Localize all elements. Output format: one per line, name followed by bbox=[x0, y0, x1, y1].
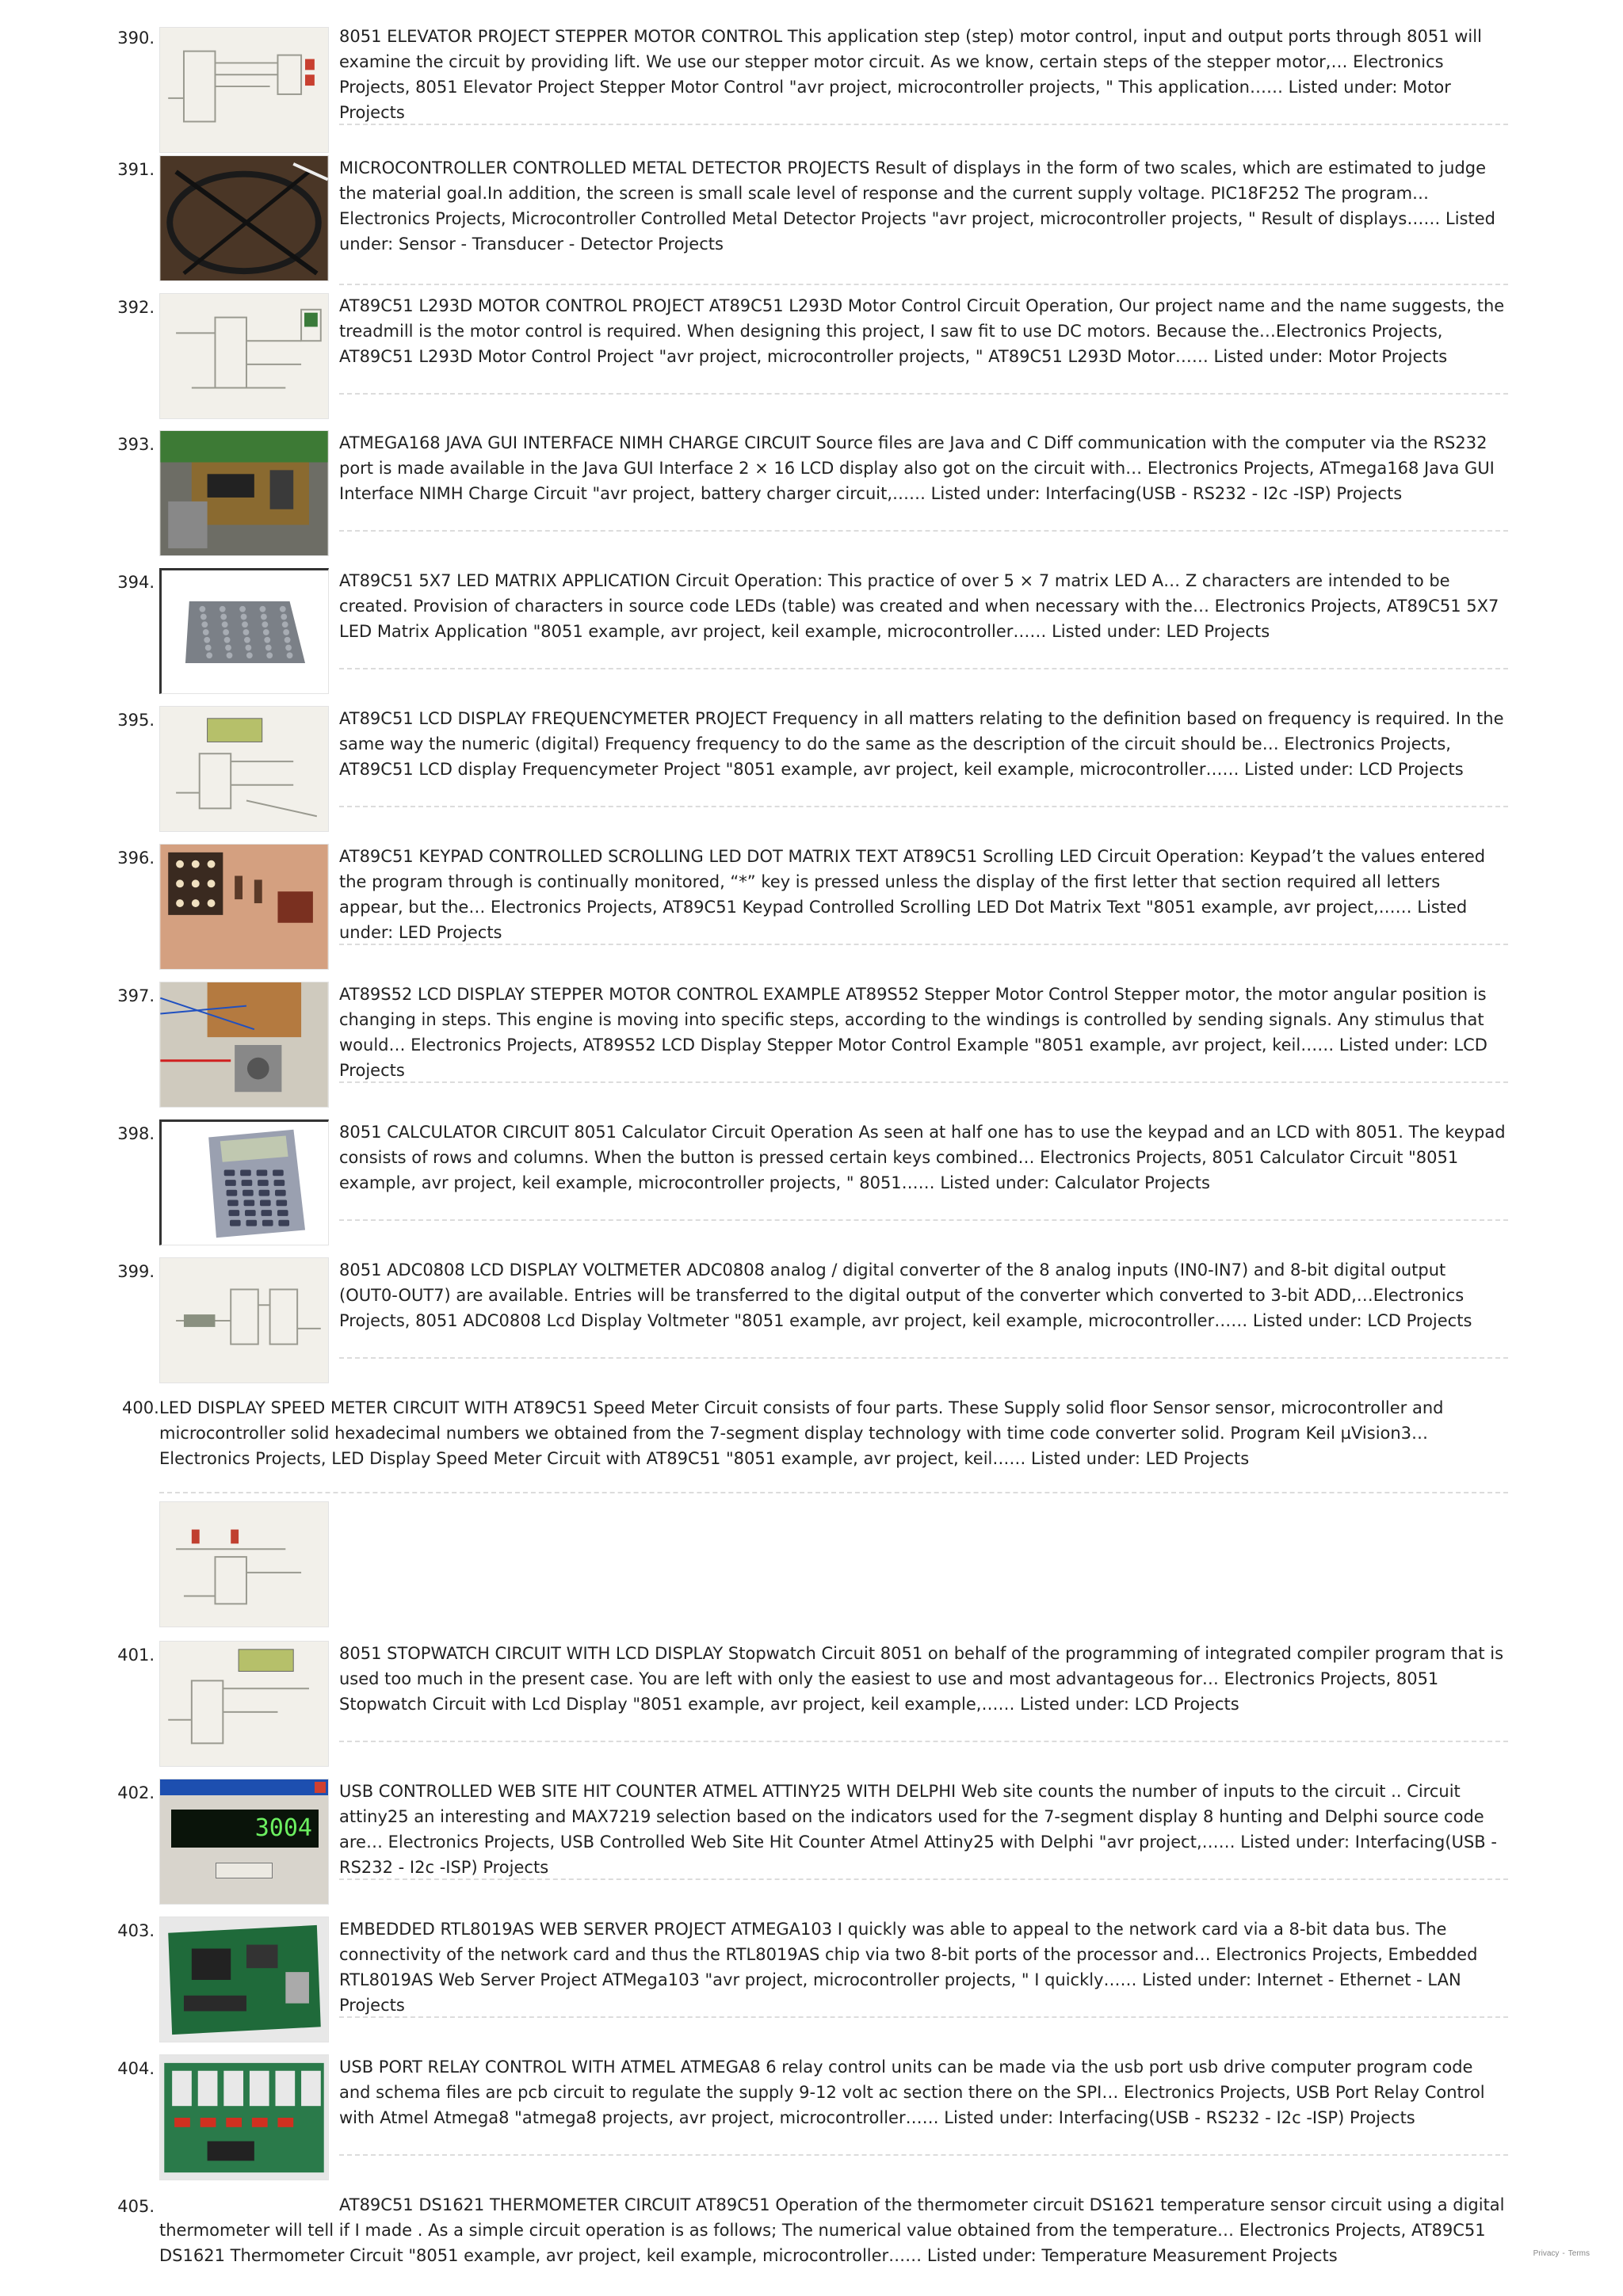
calculator-key bbox=[227, 1199, 239, 1206]
led-dot bbox=[266, 652, 273, 658]
led-dot bbox=[199, 606, 205, 612]
divider bbox=[339, 1878, 1508, 1880]
item-description[interactable]: 8051 ADC0808 LCD DISPLAY VOLTMETER ADC0808 analog / digital converter of the 8 analog inputs (IN0-IN7) and 8-bit digital output (OUT0-OUT7) are available. Entries will be transferred to the digital output of the converter which converted to 3-bit ADD,…Electronics Projects, 8051 ADC0808 Lcd Display Voltmeter "8051 example, avr project, keil example, microcontroller…… Listed under: LCD Projects bbox=[339, 1261, 1472, 1330]
divider bbox=[339, 1357, 1508, 1359]
item-description[interactable]: 8051 CALCULATOR CIRCUIT 8051 Calculator Circuit Operation As seen at half one has to use the keypad and an LCD with 8051. The keypad consists of rows and columns. When the button is pressed certain keys combined… Electronics Projects, 8051 Calculator Circuit "8051 example, avr project, keil example, microcontroller projects, " 8051…… Listed under: Calculator Projects bbox=[339, 1123, 1506, 1192]
led-dot bbox=[260, 606, 266, 612]
divider bbox=[339, 806, 1508, 807]
item-description[interactable]: EMBEDDED RTL8019AS WEB SERVER PROJECT ATMEGA103 I quickly was able to appeal to the network card via a 8-bit data bus. The connectivity of the network card and thus the RTL8019AS chip via two 8-bit ports of the processor and… Electronics Projects, Embedded RTL8019AS Web Server Project ATMega103 "avr project, microcontroller projects, " I quickly…… Listed under: Internet - Ethernet - LAN Projects bbox=[339, 1920, 1478, 2015]
led-dot bbox=[245, 645, 251, 651]
item-number: 392. bbox=[117, 298, 155, 317]
calculator-key bbox=[257, 1169, 268, 1176]
divider bbox=[339, 124, 1508, 125]
item-description[interactable]: MICROCONTROLLER CONTROLLED METAL DETECTOR PROJECTS Result of displays in the form of two scales, which are estimated to judge the material goal.In addition, the screen is small scale level of response and the current supply voltage. PIC18F252 The program… Electronics Projects, Microcontroller Controlled Metal Detector Projects "avr project, microcontroller projects, " Result of displays…… Listed under: Sensor - Transducer - Detector Projects bbox=[339, 158, 1495, 254]
item-description[interactable]: AT89C51 5X7 LED MATRIX APPLICATION Circuit Operation: This practice of over 5 × 7 matrix LED A… Z characters are intended to be created. Provision of characters in source code LEDs (table) was created and when necessary with the… Electronics Projects, AT89C51 5X7 LED Matrix Application "8051 example, avr project, keil example, microcontroller…… Listed under: LED Projects bbox=[339, 571, 1499, 641]
calculator-key bbox=[246, 1220, 257, 1226]
led-matrix-photo[interactable] bbox=[159, 568, 329, 694]
close-icon[interactable] bbox=[315, 1782, 326, 1793]
led-dot bbox=[220, 614, 227, 620]
led-dot bbox=[262, 621, 268, 627]
calculator-key bbox=[278, 1220, 289, 1226]
calculator-key bbox=[274, 1180, 285, 1186]
item-description[interactable]: AT89C51 LCD DISPLAY FREQUENCYMETER PROJECT Frequency in all matters relating to the definition based on frequency is required. In the same way the numeric (digital) Frequency frequency to do the same as the description of the circuit should be… Electronics Projects, AT89C51 LCD display Frequencymeter Project "8051 example, avr project, keil example, microcontroller…… Listed under: LCD Projects bbox=[339, 709, 1504, 779]
item-number: 390. bbox=[117, 29, 155, 48]
led-dot bbox=[261, 614, 267, 620]
calculator-key bbox=[245, 1210, 256, 1216]
led-dot bbox=[239, 606, 246, 612]
led-dot bbox=[280, 606, 286, 612]
schematic-thumbnail[interactable] bbox=[159, 1501, 329, 1627]
calculator-key bbox=[242, 1180, 253, 1186]
led-dot bbox=[225, 645, 231, 651]
led-dot bbox=[265, 645, 272, 651]
led-dot bbox=[200, 614, 207, 620]
schematic-thumbnail[interactable] bbox=[159, 293, 329, 419]
led-dot bbox=[244, 637, 250, 643]
calculator-key bbox=[259, 1190, 270, 1196]
divider bbox=[339, 668, 1508, 669]
divider bbox=[339, 393, 1508, 395]
item-description[interactable]: 8051 ELEVATOR PROJECT STEPPER MOTOR CONTROL This application step (step) motor control, input and output ports through 8051 will examine the circuit by providing lift. We use our stepper motor circuit. As we know, certain steps of the stepper motor,… Electronics Projects, 8051 Elevator Project Stepper Motor Control "avr project, microcontroller projects, " This application…… Listed under: Motor Projects bbox=[339, 27, 1482, 122]
stepper-motor-photo[interactable] bbox=[159, 982, 329, 1108]
item-number: 391. bbox=[117, 160, 155, 179]
item-description-text: LED DISPLAY SPEED METER CIRCUIT WITH AT89C51 Speed Meter Circuit consists of four parts. These Supply solid floor Sensor sensor, microcontroller and microcontroller solid hexadecimal numbers we obtained from the 7-segment display technology with time code converter solid. Program Keil µVision3… Electronics Projects, LED Display Speed Meter Circuit with AT89C51 "8051 example, avr project, keil…… Listed under: LED Projects bbox=[159, 1398, 1444, 1468]
calculator-key bbox=[227, 1190, 238, 1196]
led-dot bbox=[224, 637, 231, 643]
lcd-schematic-thumbnail[interactable] bbox=[159, 1641, 329, 1767]
led-dot bbox=[285, 637, 291, 643]
calculator-key bbox=[224, 1169, 235, 1176]
schematic-thumbnail[interactable] bbox=[159, 27, 329, 153]
item-number: 393. bbox=[117, 435, 155, 454]
calculator-key bbox=[260, 1199, 271, 1206]
item-number: 405. bbox=[117, 2197, 155, 2216]
calculator-key bbox=[225, 1180, 236, 1186]
lcd-schematic-thumbnail[interactable] bbox=[159, 706, 329, 832]
item-number: 395. bbox=[117, 711, 155, 730]
calculator-key bbox=[258, 1180, 269, 1186]
window-titlebar bbox=[160, 1779, 328, 1795]
item-number: 404. bbox=[117, 2059, 155, 2078]
calculator-key bbox=[277, 1210, 288, 1216]
led-dot bbox=[282, 621, 288, 627]
led-dot bbox=[201, 621, 208, 627]
privacy-link[interactable]: Privacy bbox=[1533, 2249, 1560, 2258]
counter-display: 3004 bbox=[171, 1810, 319, 1848]
led-dot bbox=[241, 614, 247, 620]
led-dot bbox=[204, 637, 210, 643]
item-number: 397. bbox=[117, 986, 155, 1005]
item-description[interactable]: USB PORT RELAY CONTROL WITH ATMEL ATMEGA8 6 relay control units can be made via the usb port usb drive computer program code and schema files are pcb circuit to regulate the supply 9-12 volt ac section there on the SPI… Electronics Projects, USB Port Relay Control with Atmel Atmega8 "atmega8 projects, avr project, microcontroller…… Listed under: Interfacing(USB - RS232 - I2c -ISP) Projects bbox=[339, 2058, 1485, 2127]
divider bbox=[339, 284, 1508, 285]
metal-detector-coil-photo[interactable] bbox=[159, 155, 329, 281]
item-number: 401. bbox=[117, 1646, 155, 1665]
item-description[interactable]: AT89C51 DS1621 THERMOMETER CIRCUIT AT89C51 Operation of the thermometer circuit DS1621 temperature sensor circuit using a digital thermometer will tell if I made . As a simple circuit operation is as follows; The numerical value obtained from the temperature… Electronics Projects, AT89C51 DS1621 Thermometer Circuit "8051 example, avr project, keil example, microcontroller…… Listed under: Temperature Measurement Projects bbox=[159, 2195, 1505, 2265]
pcb-photo[interactable] bbox=[159, 430, 329, 556]
led-dot bbox=[205, 645, 212, 651]
led-dot bbox=[285, 645, 292, 651]
relay-board-photo[interactable] bbox=[159, 2054, 329, 2180]
footer-separator: - bbox=[1562, 2249, 1565, 2258]
keypad-photo[interactable] bbox=[159, 844, 329, 970]
divider bbox=[339, 2154, 1508, 2156]
recaptcha-links bbox=[1532, 2249, 1591, 2258]
calculator-key bbox=[230, 1220, 241, 1226]
item-description[interactable] bbox=[159, 1395, 1507, 1471]
terms-link[interactable]: Terms bbox=[1568, 2249, 1590, 2258]
led-dot bbox=[243, 629, 250, 635]
item-number: 399. bbox=[117, 1262, 155, 1281]
calculator-key bbox=[262, 1220, 273, 1226]
divider bbox=[339, 530, 1508, 532]
calculator-key bbox=[240, 1169, 251, 1176]
item-description[interactable]: ATMEGA168 JAVA GUI INTERFACE NIMH CHARGE CIRCUIT Source files are Java and C Diff communication with the computer via the RS232 port is made available in the Java GUI Interface 2 × 16 LCD display also got on the circuit with… Electronics Projects, ATmega168 Java GUI Interface NIMH Charge Circuit "avr project, battery charger circuit,…… Listed under: Interfacing(USB - RS232 - I2c -ISP) Projects bbox=[339, 433, 1495, 503]
led-dot bbox=[242, 621, 248, 627]
calculator-key bbox=[242, 1190, 254, 1196]
item-number: 402. bbox=[117, 1783, 155, 1802]
led-dot bbox=[227, 652, 233, 658]
calculator-key bbox=[276, 1199, 287, 1206]
led-dot bbox=[246, 652, 253, 658]
divider bbox=[159, 1492, 1508, 1493]
item-description[interactable]: AT89C51 KEYPAD CONTROLLED SCROLLING LED DOT MATRIX TEXT AT89C51 Scrolling LED Circuit Operation: Keypad’t the values entered the program through is continually monitored, “*” key is pressed unless the display of the first letter that section required all letters appear, but the… Electronics Projects, AT89C51 Keypad Controlled Scrolling LED Dot Matrix Text "8051 example, avr project,…… Listed under: LED Projects bbox=[339, 847, 1486, 942]
item-number: 403. bbox=[117, 1921, 155, 1940]
divider bbox=[339, 1219, 1508, 1221]
item-number: 394. bbox=[117, 573, 155, 592]
led-dot bbox=[222, 621, 228, 627]
item-description[interactable]: AT89S52 LCD DISPLAY STEPPER MOTOR CONTROL EXAMPLE AT89S52 Stepper Motor Control Stepper motor, the motor angular position is changing in steps. This engine is moving into specific steps, according to the windings is controlled by sending signals. Any stimulus that would… Electronics Projects, AT89S52 LCD Display Stepper Motor Control Example "8051 example, avr project, keil…… Listed under: LCD Projects bbox=[339, 985, 1487, 1080]
calculator-key bbox=[261, 1210, 272, 1216]
network-board-photo[interactable] bbox=[159, 1917, 329, 2042]
item-number: 396. bbox=[117, 849, 155, 868]
calculator-photo[interactable] bbox=[159, 1119, 329, 1245]
led-dot bbox=[263, 629, 269, 635]
calculator-key bbox=[273, 1169, 284, 1176]
calculator-key bbox=[229, 1210, 240, 1216]
schematic-thumbnail[interactable] bbox=[159, 1257, 329, 1383]
divider bbox=[339, 2016, 1508, 2018]
item-description[interactable]: AT89C51 L293D MOTOR CONTROL PROJECT AT89C51 L293D Motor Control Circuit Operation, Our project name and the name suggests, the treadmill is the motor control is required. When designing this project, I saw fit to use DC motors. Because the…Electronics Projects, AT89C51 L293D Motor Control Project "avr project, microcontroller projects, " AT89C51 L293D Motor…… Listed under: Motor Projects bbox=[339, 296, 1505, 366]
divider bbox=[339, 1741, 1508, 1742]
led-dot bbox=[223, 629, 229, 635]
led-dot bbox=[206, 652, 212, 658]
item-description[interactable]: USB CONTROLLED WEB SITE HIT COUNTER ATMEL ATTINY25 WITH DELPHI Web site counts the number of inputs to the circuit .. Circuit attiny25 an interesting and MAX7219 selection based on the indicators used for the 7-segment display 8 hunting and Delphi source code are… Electronics Projects, USB Controlled Web Site Hit Counter Atmel Attiny25 with Delphi "avr project,…… Listed under: Interfacing(USB - RS232 - I2c -ISP) Projects bbox=[339, 1782, 1497, 1877]
divider bbox=[339, 944, 1508, 945]
calculator-key bbox=[244, 1199, 255, 1206]
led-dot bbox=[287, 652, 293, 658]
calculator-key bbox=[275, 1190, 286, 1196]
hit-counter-window[interactable] bbox=[159, 1779, 329, 1905]
led-dot bbox=[203, 629, 209, 635]
window-button[interactable] bbox=[216, 1863, 273, 1878]
led-dot bbox=[264, 637, 270, 643]
item-number: 398. bbox=[117, 1124, 155, 1143]
divider bbox=[339, 1081, 1508, 1083]
led-dot bbox=[283, 629, 289, 635]
item-number: 400. bbox=[122, 1398, 159, 1417]
item-description[interactable]: 8051 STOPWATCH CIRCUIT WITH LCD DISPLAY Stopwatch Circuit 8051 on behalf of the programming of integrated compiler program that is used too much in the present case. You are left with only the easiest to use and most advantageous for… Electronics Projects, 8051 Stopwatch Circuit with Lcd Display "8051 example, avr project, keil example,…… Listed under: LCD Projects bbox=[339, 1644, 1504, 1714]
led-dot bbox=[281, 614, 287, 620]
led-dot bbox=[220, 606, 226, 612]
